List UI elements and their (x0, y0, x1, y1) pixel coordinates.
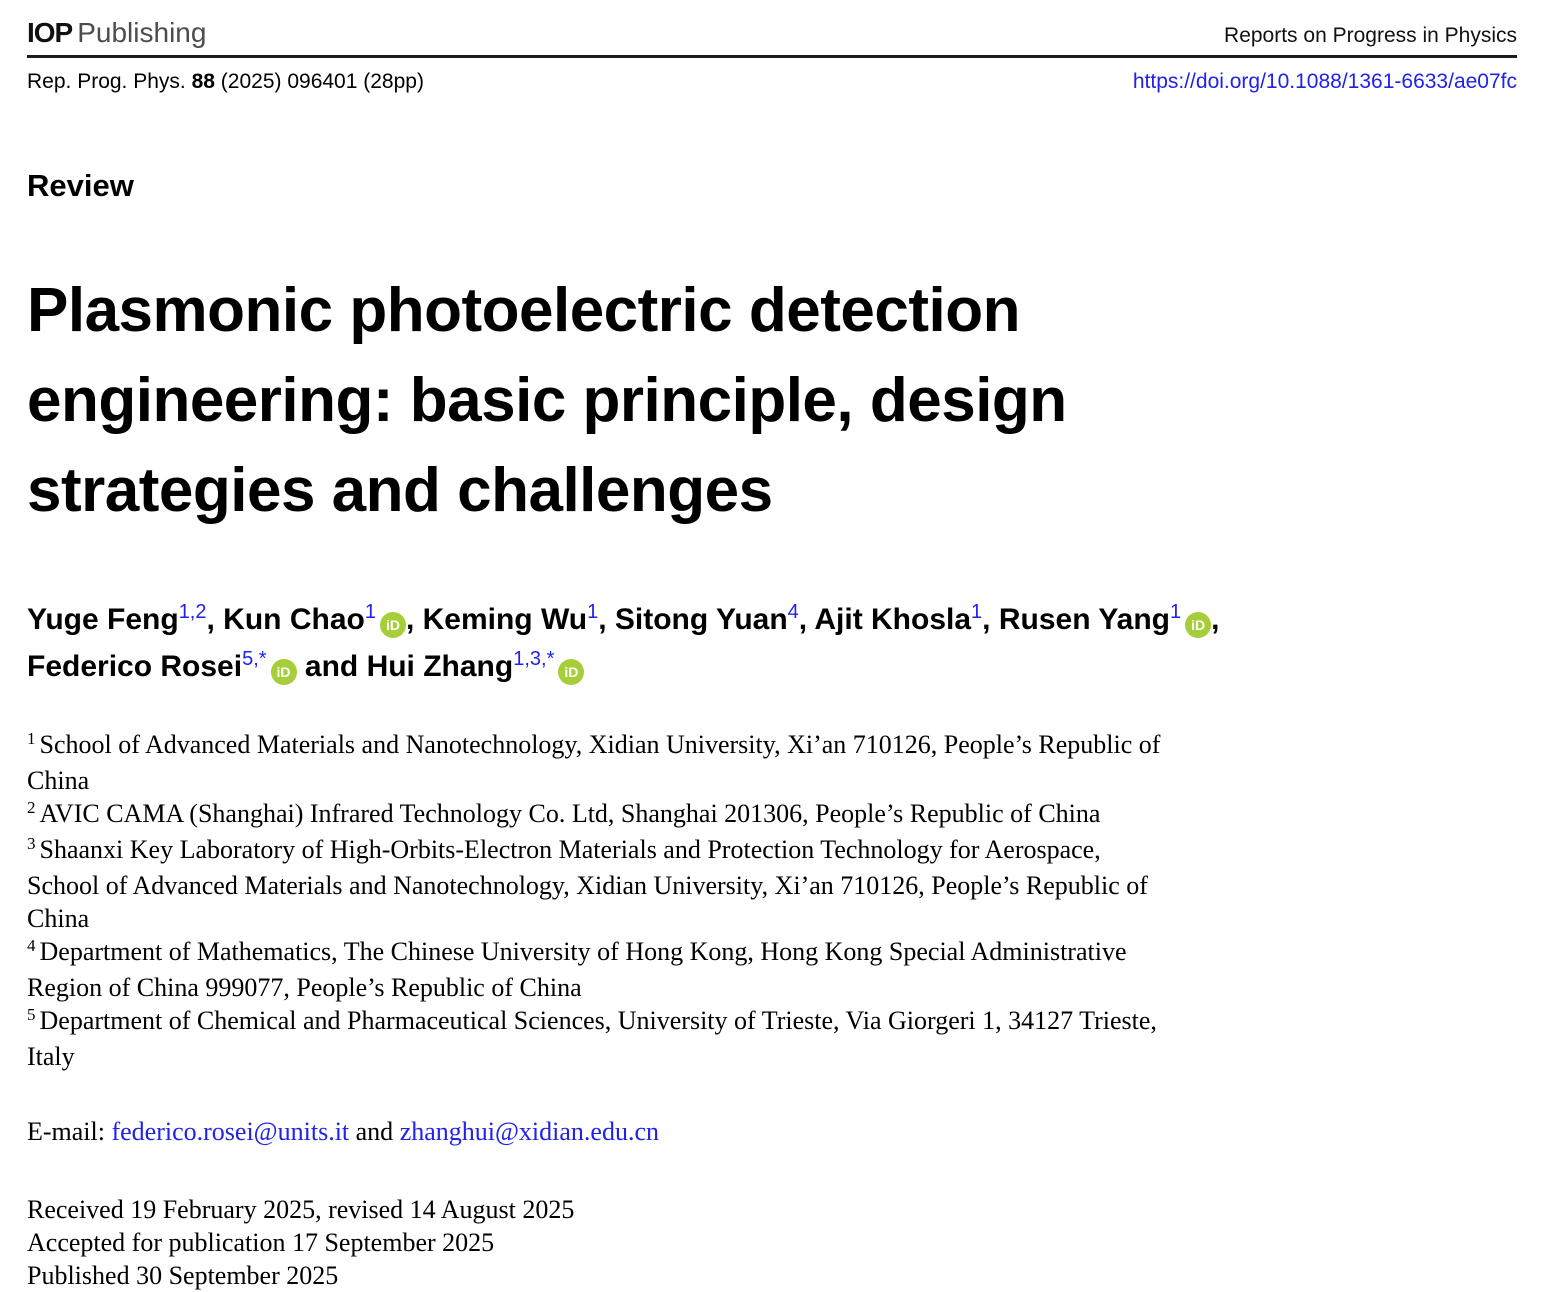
header-bottom-row (27, 70, 1517, 94)
author-name: Sitong Yuan (614, 603, 788, 636)
author-name: Kun Chao (223, 603, 365, 636)
history-line: Received 19 February 2025, revised 14 August 2025 (27, 1195, 575, 1224)
orcid-icon[interactable]: iD (271, 659, 297, 685)
author-affiliation-ref: 1,3,* (513, 648, 555, 670)
email-conjunction: and (355, 1117, 394, 1146)
affiliation-number: 2 (27, 798, 36, 817)
title-line: Plasmonic photoelectric detection (27, 276, 1020, 345)
author-name: Federico Rosei (27, 650, 243, 683)
title-line: strategies and challenges (27, 456, 773, 525)
citation-suffix: (2025) 096401 (28pp) (220, 70, 424, 93)
journal-header (27, 18, 1517, 94)
affiliation-list (27, 728, 1177, 1073)
affiliation-number: 1 (27, 729, 36, 748)
publication-history (27, 1193, 1517, 1292)
article-type-label: Review (27, 168, 134, 203)
affiliation-item: $^2$ AVIC CAMA (Shanghai) Infrared Technology Co. Ltd, Shanghai 201306, People’s Republic of China (27, 798, 1101, 828)
affiliation-item: $^4$ Department of Mathematics, The Chinese University of Hong Kong, Hong Kong Special Administrative Region of China 999077, People’s Republic of China (27, 936, 1127, 1002)
orcid-icon[interactable]: iD (558, 659, 584, 685)
citation-prefix: Rep. Prog. Phys. (27, 70, 186, 93)
article-title (27, 266, 1517, 536)
email-link-rosei[interactable]: federico.rosei@units.it (111, 1117, 350, 1146)
email-line (27, 1117, 1517, 1147)
history-line: Published 30 September 2025 (27, 1261, 339, 1290)
author-affiliation-ref: 1 (364, 601, 376, 623)
author-name: Yuge Feng (27, 603, 179, 636)
author-list: Yuge Feng$^{1,2}$, Kun Chao$^1$iD , Keming Wu$^1$, Sitong Yuan$^4$, Ajit Khosla$^1$, Rusen Yang$^1$iD , Federico Rosei$^{5,*}$iD and Hui Zhang$^{1,3,*}$iD (27, 601, 1220, 683)
author-affiliation-ref: 5,* (242, 648, 267, 670)
journal-citation (27, 70, 424, 94)
affiliation-number: 4 (27, 936, 36, 955)
doi-link[interactable]: https://doi.org/10.1088/1361-6633/ae07fc (1132, 70, 1517, 93)
orcid-icon[interactable]: iD (1185, 612, 1211, 638)
author-affiliation-ref: 1 (1170, 601, 1182, 623)
author-name: Ajit Khosla (814, 603, 972, 636)
header-divider (27, 55, 1517, 58)
affiliation-number: 3 (27, 834, 36, 853)
author-affiliation-ref: 4 (787, 601, 799, 623)
author-name: Keming Wu (422, 603, 588, 636)
author-affiliation-ref: 1 (587, 601, 599, 623)
author-name: Rusen Yang (998, 603, 1171, 636)
orcid-icon[interactable]: iD (380, 612, 406, 638)
affiliation-number: 5 (27, 1005, 36, 1024)
publisher-logo-publishing: Publishing (77, 17, 207, 48)
email-label: E-mail: (27, 1117, 105, 1146)
author-name: Hui Zhang (366, 650, 514, 683)
email-link-zhang[interactable]: zhanghui@xidian.edu.cn (399, 1117, 660, 1146)
header-top-row (27, 18, 1517, 48)
publisher-logo (27, 18, 206, 48)
affiliation-item: $^3$ Shaanxi Key Laboratory of High-Orbits-Electron Materials and Protection Technology for Aerospace, School of Advanced Materials and Nanotechnology, Xidian University, Xi’an 710126, People’s Republic of China (27, 834, 1148, 933)
history-line: Accepted for publication 17 September 2025 (27, 1228, 495, 1257)
journal-name: Reports on Progress in Physics (1224, 24, 1517, 47)
author-affiliation-ref: 1,2 (178, 601, 207, 623)
citation-volume: 88 (191, 70, 215, 93)
affiliation-item: $^5$ Department of Chemical and Pharmaceutical Sciences, University of Trieste, Via Giorgeri 1, 34127 Trieste, Italy (27, 1005, 1157, 1071)
publisher-logo-iop: IOP (27, 17, 73, 48)
title-line: engineering: basic principle, design (27, 366, 1067, 435)
author-affiliation-ref: 1 (971, 601, 983, 623)
affiliation-item: $^1$ School of Advanced Materials and Nanotechnology, Xidian University, Xi’an 710126, People’s Republic of China (27, 729, 1161, 795)
